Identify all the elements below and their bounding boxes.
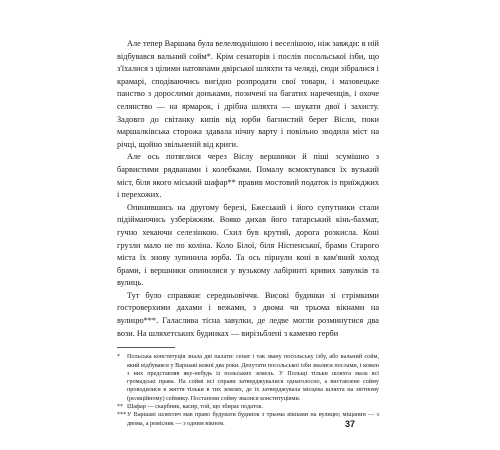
main-text: [117, 38, 379, 340]
footnote-mark: *: [117, 354, 120, 361]
footnote-mark: **: [117, 404, 123, 411]
paragraph-1: Але тепер Варшава була велелюднішою і веселішою, ніж завжди: в ній відбувався вальний сойм*. Крім сенаторів і послів посольської ізби, що з'їхалися з цілими натовпами двірської шляхти та челяді, сюди зібралися і крамарі, сподіваючись вигідно розпродати свої товари, і мазовецьке панство з дорослими доньками, позичені на багатих нареченців, і охоче селянство — на ярмарок, і дрібна шляхта — шукати двої і захисту. Задовго до світанку кипів від юрби багнистий берег Вісли, поки маршалківська сторожа здавала нічну варту і повільно зводила міст на річці, щойно звільненій від криги.: [117, 39, 379, 149]
footnote-text: Шафар — скарбник, касир, той, що збирає податок.: [127, 403, 264, 411]
footnote-1: [117, 353, 379, 403]
page-number: 37: [345, 419, 356, 429]
footnote-text: Польська конституція знала дві палати: сенат і так звану посольську ізбу, або вальний сойм, який відбувався у Варшаві кожні два роки. Депутати посольської ізби звалися послами, і кожен з них представляв яку-небудь із польських земель. У Польщі тільки шляхта мала всі громадські права. На соймі всі справи затверджувалися однаголосно, а виставлене сойму проводилися в життя тільки в тих землях, де їх затверджувала місцева шляхта на звітному (реляційному) сеймику. Постанови сойму звалися конституціями.: [127, 353, 379, 402]
paragraph-3: Опинившись на другому березі, Бжеський і його супутники стали підіймаючись узберіжжям. Вояко дихав його татарський кінь-бахмат, гучно хекаючи селезінкою. Схил був крутий, дорога розкисла. Коні грузли мало не по коліна. Коло Білої, біля Ніспенської, брами Старого міста їх знову зупинила юрба. Та ось пірнули коні в кам'яний холод брами, і вершники опинилися у вузькому лабіринті кривих завулків та вулиць.: [117, 202, 379, 288]
footnote-text: У Варшаві шляхтич мав право будувати будинок з трьома вікнами на вулицю; міщанин — з двома, а ремісник — з одним вікном.: [127, 411, 379, 427]
book-page: [117, 38, 379, 428]
footnotes: [117, 353, 379, 428]
footnote-2: [117, 403, 379, 411]
paragraph-2: Але ось потяглися через Віслу вершники й піші зсумішно з барвистими рядванами і колебками. Помалу всмоктувався їх вузький міст, біля якого міський шафар** правив мостовий податок із приїжджих і перехожих.: [117, 152, 379, 200]
footnote-mark: ***: [117, 412, 126, 419]
paragraph-4: Тут було справжнє середньовіччя. Високі будинки зі стрімкими гостроверхими дахами і вежами, з двома чи трьома вікнами на вулицю***. Галаслива тісна завулки, де ледве могли розминутися два вози. На шляхетських будинках — вирізьблені з каменю герби: [117, 290, 379, 338]
footnote-3: [117, 411, 379, 428]
footnote-divider: [117, 347, 175, 348]
